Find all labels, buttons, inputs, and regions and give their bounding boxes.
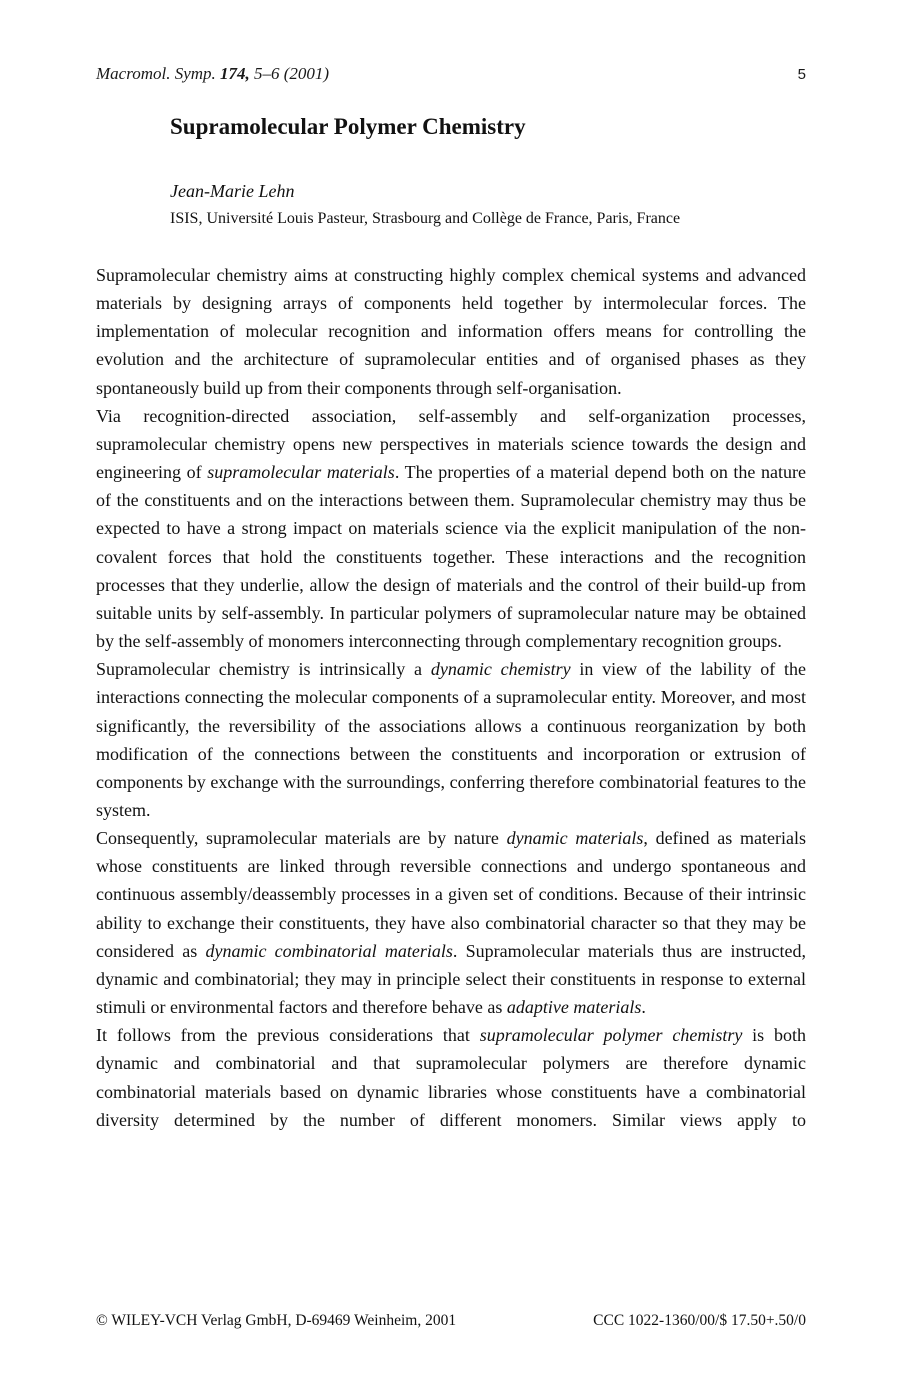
abstract-body: [96, 261, 806, 1134]
paper-title: Supramolecular Polymer Chemistry: [170, 114, 526, 139]
journal-citation: [96, 64, 329, 84]
paragraph-4: [96, 824, 806, 1021]
paragraph-4-text-c: . Supramolecular materials thus are instructed, dynamic and combinatorial; they may in principle select their constituents in response to external stimuli or environmental factors and therefore behave as: [96, 940, 807, 1018]
paragraph-1: Supramolecular chemistry aims at constructing highly complex chemical systems and advanced materials by designing arrays of components held together by intermolecular forces. The implementation of molecular recognition and information offers means for controlling the evolution and the architecture of supramolecular entities and of organised phases as they spontaneously build up from their components through self-organisation.: [96, 265, 806, 398]
author-affiliation: ISIS, Université Louis Pasteur, Strasbourg and Collège de France, Paris, France: [170, 210, 681, 227]
paragraph-3-emphasis: dynamic chemistry: [430, 659, 571, 680]
journal-volume: 174,: [220, 64, 250, 83]
paragraph-4-text-a: Consequently, supramolecular materials are by nature: [96, 828, 507, 849]
paragraph-3-text-b: in view of the lability of the interactions connecting the molecular components of a supramolecular entity. Moreover, and most significantly, the reversibility of the associations allows a continuous reorganization by both modification of the connections between the constituents and incorporation or extrusion of components by exchange with the surroundings, conferring therefore combinatorial features to the system.: [96, 659, 806, 820]
paragraph-4-text-b: , defined as materials whose constituents are linked through reversible connections and undergo spontaneous and continuous assembly/deassembly processes in a given set of conditions. Because of their intrinsic ability to exchange their constituents, they have also combinatorial character so that they may be considered as: [96, 828, 806, 961]
paragraph-3: [96, 655, 806, 824]
journal-name: Macromol. Symp.: [96, 64, 216, 83]
page-number: 5: [797, 66, 806, 83]
copyright-notice: © WILEY-VCH Verlag GmbH, D-69469 Weinheim, 2001: [96, 1312, 457, 1329]
paragraph-3-text-a: Supramolecular chemistry is intrinsically a: [96, 659, 431, 680]
paragraph-4-text-d: .: [641, 997, 646, 1018]
ccc-code: CCC 1022-1360/00/$ 17.50+.50/0: [593, 1312, 806, 1329]
paragraph-2-text-a: Via recognition-directed association, self-assembly and self-organization processes, supramolecular chemistry opens new perspectives in materials science towards the design and engineering of: [96, 405, 806, 483]
paragraph-5: [96, 1021, 806, 1134]
paragraph-2-emphasis: supramolecular materials: [207, 462, 395, 483]
paragraph-5-emphasis: supramolecular polymer chemistry: [479, 1025, 743, 1046]
paragraph-4-emphasis-2: dynamic combinatorial materials: [205, 940, 453, 961]
journal-pages-year: 5–6 (2001): [254, 64, 330, 83]
paragraph-4-emphasis-1: dynamic materials: [506, 828, 644, 849]
paragraph-5-text-b: is both dynamic and combinatorial and that supramolecular polymers are therefore dynamic combinatorial materials based on dynamic libraries whose constituents have a combinatorial diversity determined by the number of different monomers. Similar views apply to: [96, 1025, 806, 1130]
paragraph-2: [96, 402, 806, 655]
author-name: Jean-Marie Lehn: [170, 181, 295, 201]
paragraph-4-emphasis-3: adaptive materials: [506, 997, 642, 1018]
paragraph-2-text-b: . The properties of a material depend both on the nature of the constituents and on the interactions between them. Supramolecular chemistry may thus be expected to have a strong impact on materials science via the explicit manipulation of the non-covalent forces that hold the constituents together. These interactions and the recognition processes that they underlie, allow the design of materials and the control of their build-up from suitable units by self-assembly. In particular polymers of supramolecular nature may be obtained by the self-assembly of monomers interconnecting through complementary recognition groups.: [96, 462, 807, 652]
paragraph-5-text-a: It follows from the previous considerations that: [96, 1025, 480, 1046]
